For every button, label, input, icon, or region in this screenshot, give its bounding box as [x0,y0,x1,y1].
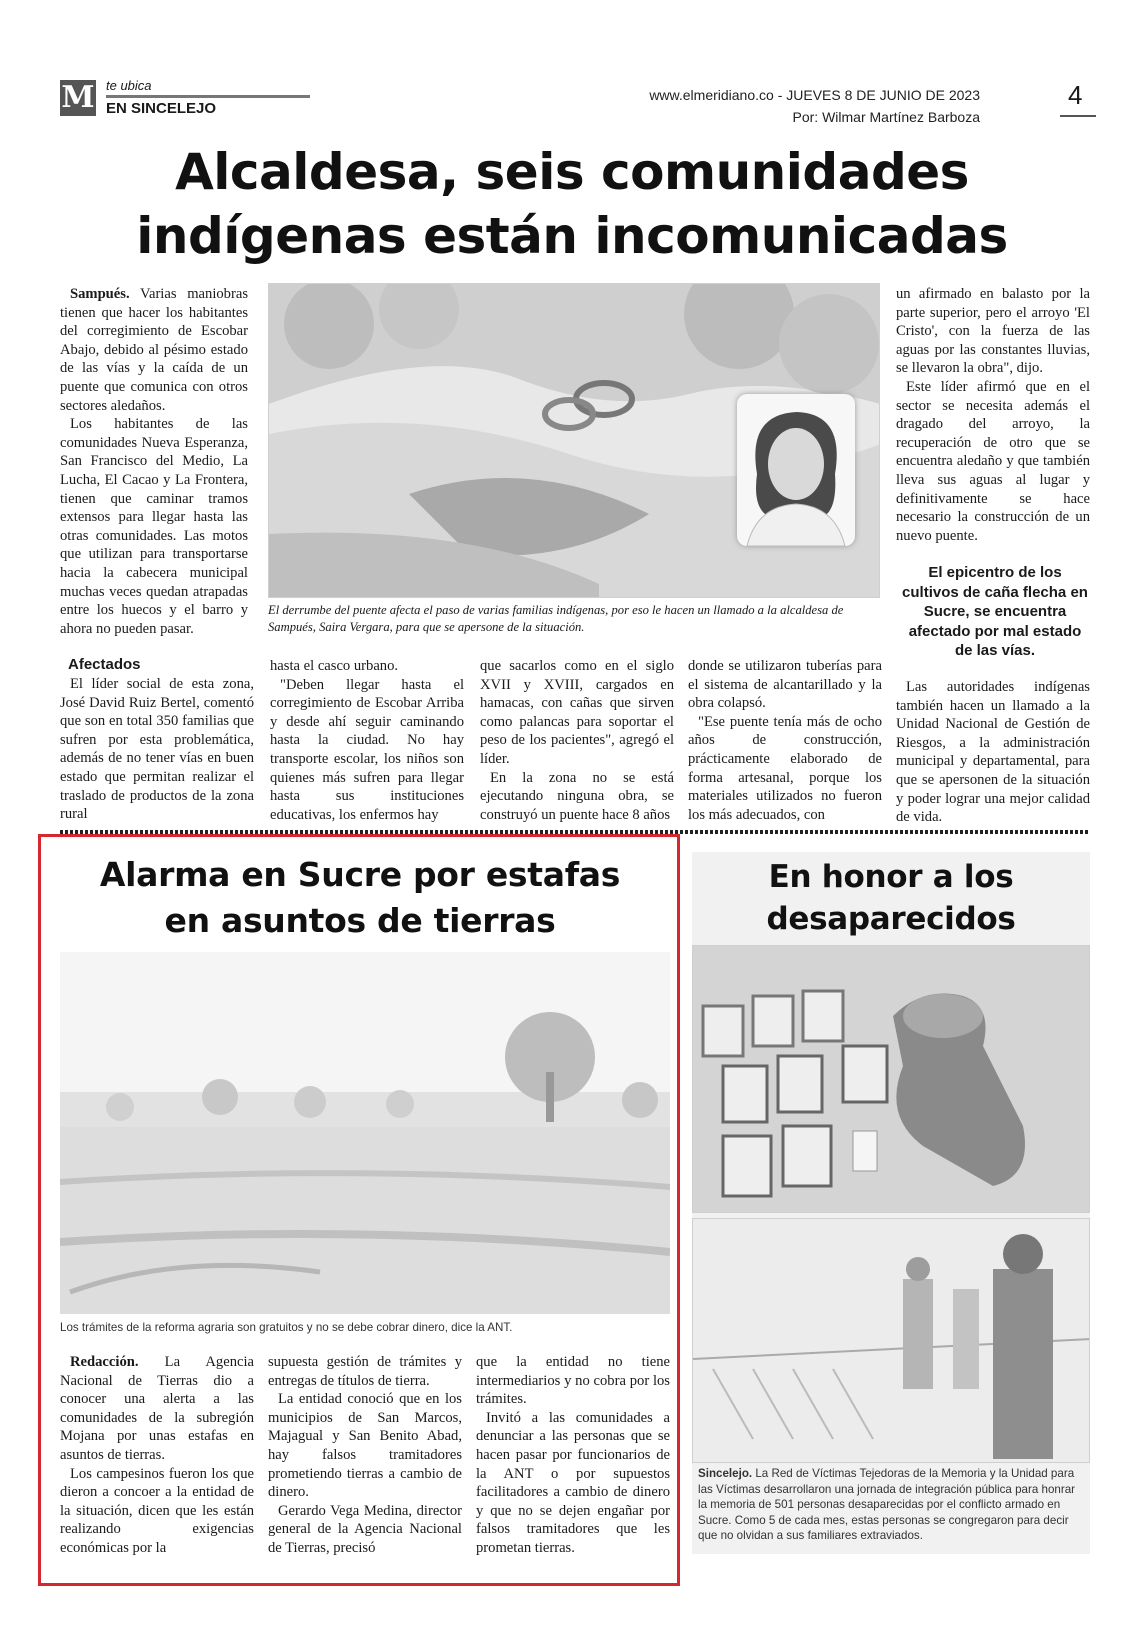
paragraph: donde se utilizaron tuberías para el sistema de alcantarillado y la obra colapsó. [688,658,882,712]
paragraph: "Deben llegar hasta el corregimiento de Escobar Arriba y desde ahí seguir caminando hasta la ciudad. No hay transporte escolar, los niños son quienes más sufren para llegar hasta sus instituciones educativas, los enfermos hay [270,676,464,823]
section-divider [106,95,310,98]
paragraph: Varias maniobras tienen que hacer los habitantes del corregimiento de Escobar Abajo, debido al pésimo estado de las vías y la caída de un puente que comunica con otros sectores aledaños. [60,286,248,414]
paragraph: Este líder afirmó que en el sector se necesita además el dragado del arroyo, la recuperación de otro que se encuentra aledaño y que también lleva sus aguas al lugar y definitivamente se hace necesario la construcción de un nuevo puente. [896,378,1090,544]
farmland-photo [60,952,670,1314]
dateline: Sincelejo. [698,1467,753,1480]
land-col-2 [268,1353,462,1558]
main-headline [30,140,1114,268]
main-col-b3 [480,657,674,824]
newspaper-logo-icon: M [61,80,95,115]
farmland-illustration [60,952,670,1314]
honor-headline-line2: desaparecidos [766,901,1016,937]
paragraph: Las autoridades indígenas también hacen un llamado a la Unidad Nacional de Gestión de Riesgos, a la administración municipal y departamental, para que se apersonen de la situación y poder lograr una mejor calidad de vida. [896,679,1090,826]
paragraph: La entidad conoció que en los municipios de San Marcos, Majagual y San Benito Abad, hay falsos tramitadores prometiendo tierras a cambio de dinero. [268,1391,462,1501]
land-col-3 [476,1353,670,1558]
main-col-b1 [60,655,254,824]
honor-caption [698,1466,1086,1544]
paragraph: Invitó a las comunidades a denunciar a las personas que se hacen pasar por funcionarios de la ANT o por supuestos facilitadores a cambio de dinero y que no se dejen engañar por falsos tramitadores que les prometan tierras. [476,1409,670,1556]
paragraph: Los habitantes de las comunidades Nueva Esperanza, San Francisco del Medio, La Lucha, El Cacao y La Frontera, tienen que caminar tramos extensos para llegar hasta las otras comunidades. Las motos que utilizan para transportarse hacia la cabecera municipal muchas veces quedan atrapadas entre los huecos y el barro y ahora no pueden pasar. [60,416,248,637]
portrait-illustration [737,394,855,546]
paragraph: Gerardo Vega Medina, director general de la Agencia Nacional de Tierras, precisó [268,1502,462,1556]
main-photo-caption: El derrumbe del puente afecta el paso de varias familias indígenas, por eso le hacen un llamado a la alcaldesa de Sampués, Saira Vergara, para que se apersone de la situación. [268,603,844,634]
main-headline-line2: indígenas están incomunicadas [136,207,1008,265]
memorial-photo-2 [692,1218,1090,1463]
page-number: 4 [1068,80,1083,110]
memorial-photo-1 [692,945,1090,1213]
main-col-b4 [688,657,882,824]
paragraph: El líder social de esta zona, José David Ruiz Bertel, comentó que son en total 350 familias que sufren por esta problemática, además de no tener vías en buen estado que permitan realizar el traslado de productos de la zona rural [60,676,254,823]
paragraph: En la zona no se está ejecutando ninguna obra, se construyó un puente hace 8 años [480,769,674,823]
main-headline-line1: Alcaldesa, seis comunidades [175,143,969,201]
bridge-collapse-photo [268,283,880,598]
section-tag-small: te ubica [106,78,152,93]
paragraph: un afirmado en balasto por la parte superior, pero el arroyo 'El Cristo', con la fuerza de las aguas por las constantes lluvias, se llevaron la obra", dijo. [896,286,1090,377]
memorial-gallery-illustration [693,1219,1090,1463]
honor-headline-line1: En honor a los [768,859,1014,895]
main-col-1 [60,285,248,638]
mayor-portrait [737,394,855,546]
page-number-rule [1060,115,1096,117]
paragraph: "Ese puente tenía más de ocho años de construcción, prácticamente elaborado de forma artesanal, porque los materiales utilizados no fueron los más adecuados, con [688,713,882,823]
paragraph: supuesta gestión de trámites y entregas de títulos de tierra. [268,1354,462,1389]
pull-quote: El epicentro de los cultivos de caña flecha en Sucre, se encuentra afectado por mal estado de las vías. [902,564,1088,659]
paragraph: que sacarlos como en el siglo XVII y XVIII, cargados en hamacas, con cañas que sirven como palancas para soportar el peso de los pacientes", agregó el líder. [480,658,674,767]
land-headline-line2: en asuntos de tierras [164,901,556,940]
paragraph: hasta el casco urbano. [270,658,399,674]
main-col-right-lower [896,678,1090,827]
dateline: Redacción. [70,1354,139,1370]
header-info [649,84,980,128]
land-photo-caption: Los trámites de la reforma agraria son gratuitos y no se debe cobrar dinero, dice la ANT. [60,1321,513,1334]
paragraph: La Agencia Nacional de Tierras dio a conocer una alerta a las comunidades de la subregión Mojana por unas estafas en asuntos de tierras. [60,1354,254,1463]
dateline: Sampués. [70,286,130,302]
main-col-b2 [270,657,464,824]
land-headline-line1: Alarma en Sucre por estafas [99,855,621,894]
caption-text: La Red de Víctimas Tejedoras de la Memoria y la Unidad para las Víctimas desarrollaron una jornada de integración pública para honrar la memoria de 501 personas desaparecidas por el conflicto armado en Sucre. Como 5 de cada mes, estas personas se congregaron para decir que no olvidan a sus familiares extraviados. [698,1467,1076,1543]
land-col-1 [60,1353,254,1558]
paragraph: Los campesinos fueron los que dieron a concoer a la entidad de la situación, dicen que les están realizando exigencias económicas por la [60,1465,254,1556]
paragraph: que la entidad no tiene intermediarios y no cobra por los trámites. [476,1354,670,1408]
memorial-portraits-illustration [693,946,1090,1213]
section-tag: EN SINCELEJO [106,100,217,117]
honor-headline [692,856,1090,940]
byline: Por: Wilmar Martínez Barboza [792,109,980,125]
main-col-right [896,285,1090,545]
site-and-date: www.elmeridiano.co - JUEVES 8 DE JUNIO DE 2023 [649,87,980,103]
subheading: Afectados [68,656,141,673]
land-headline [50,852,670,944]
